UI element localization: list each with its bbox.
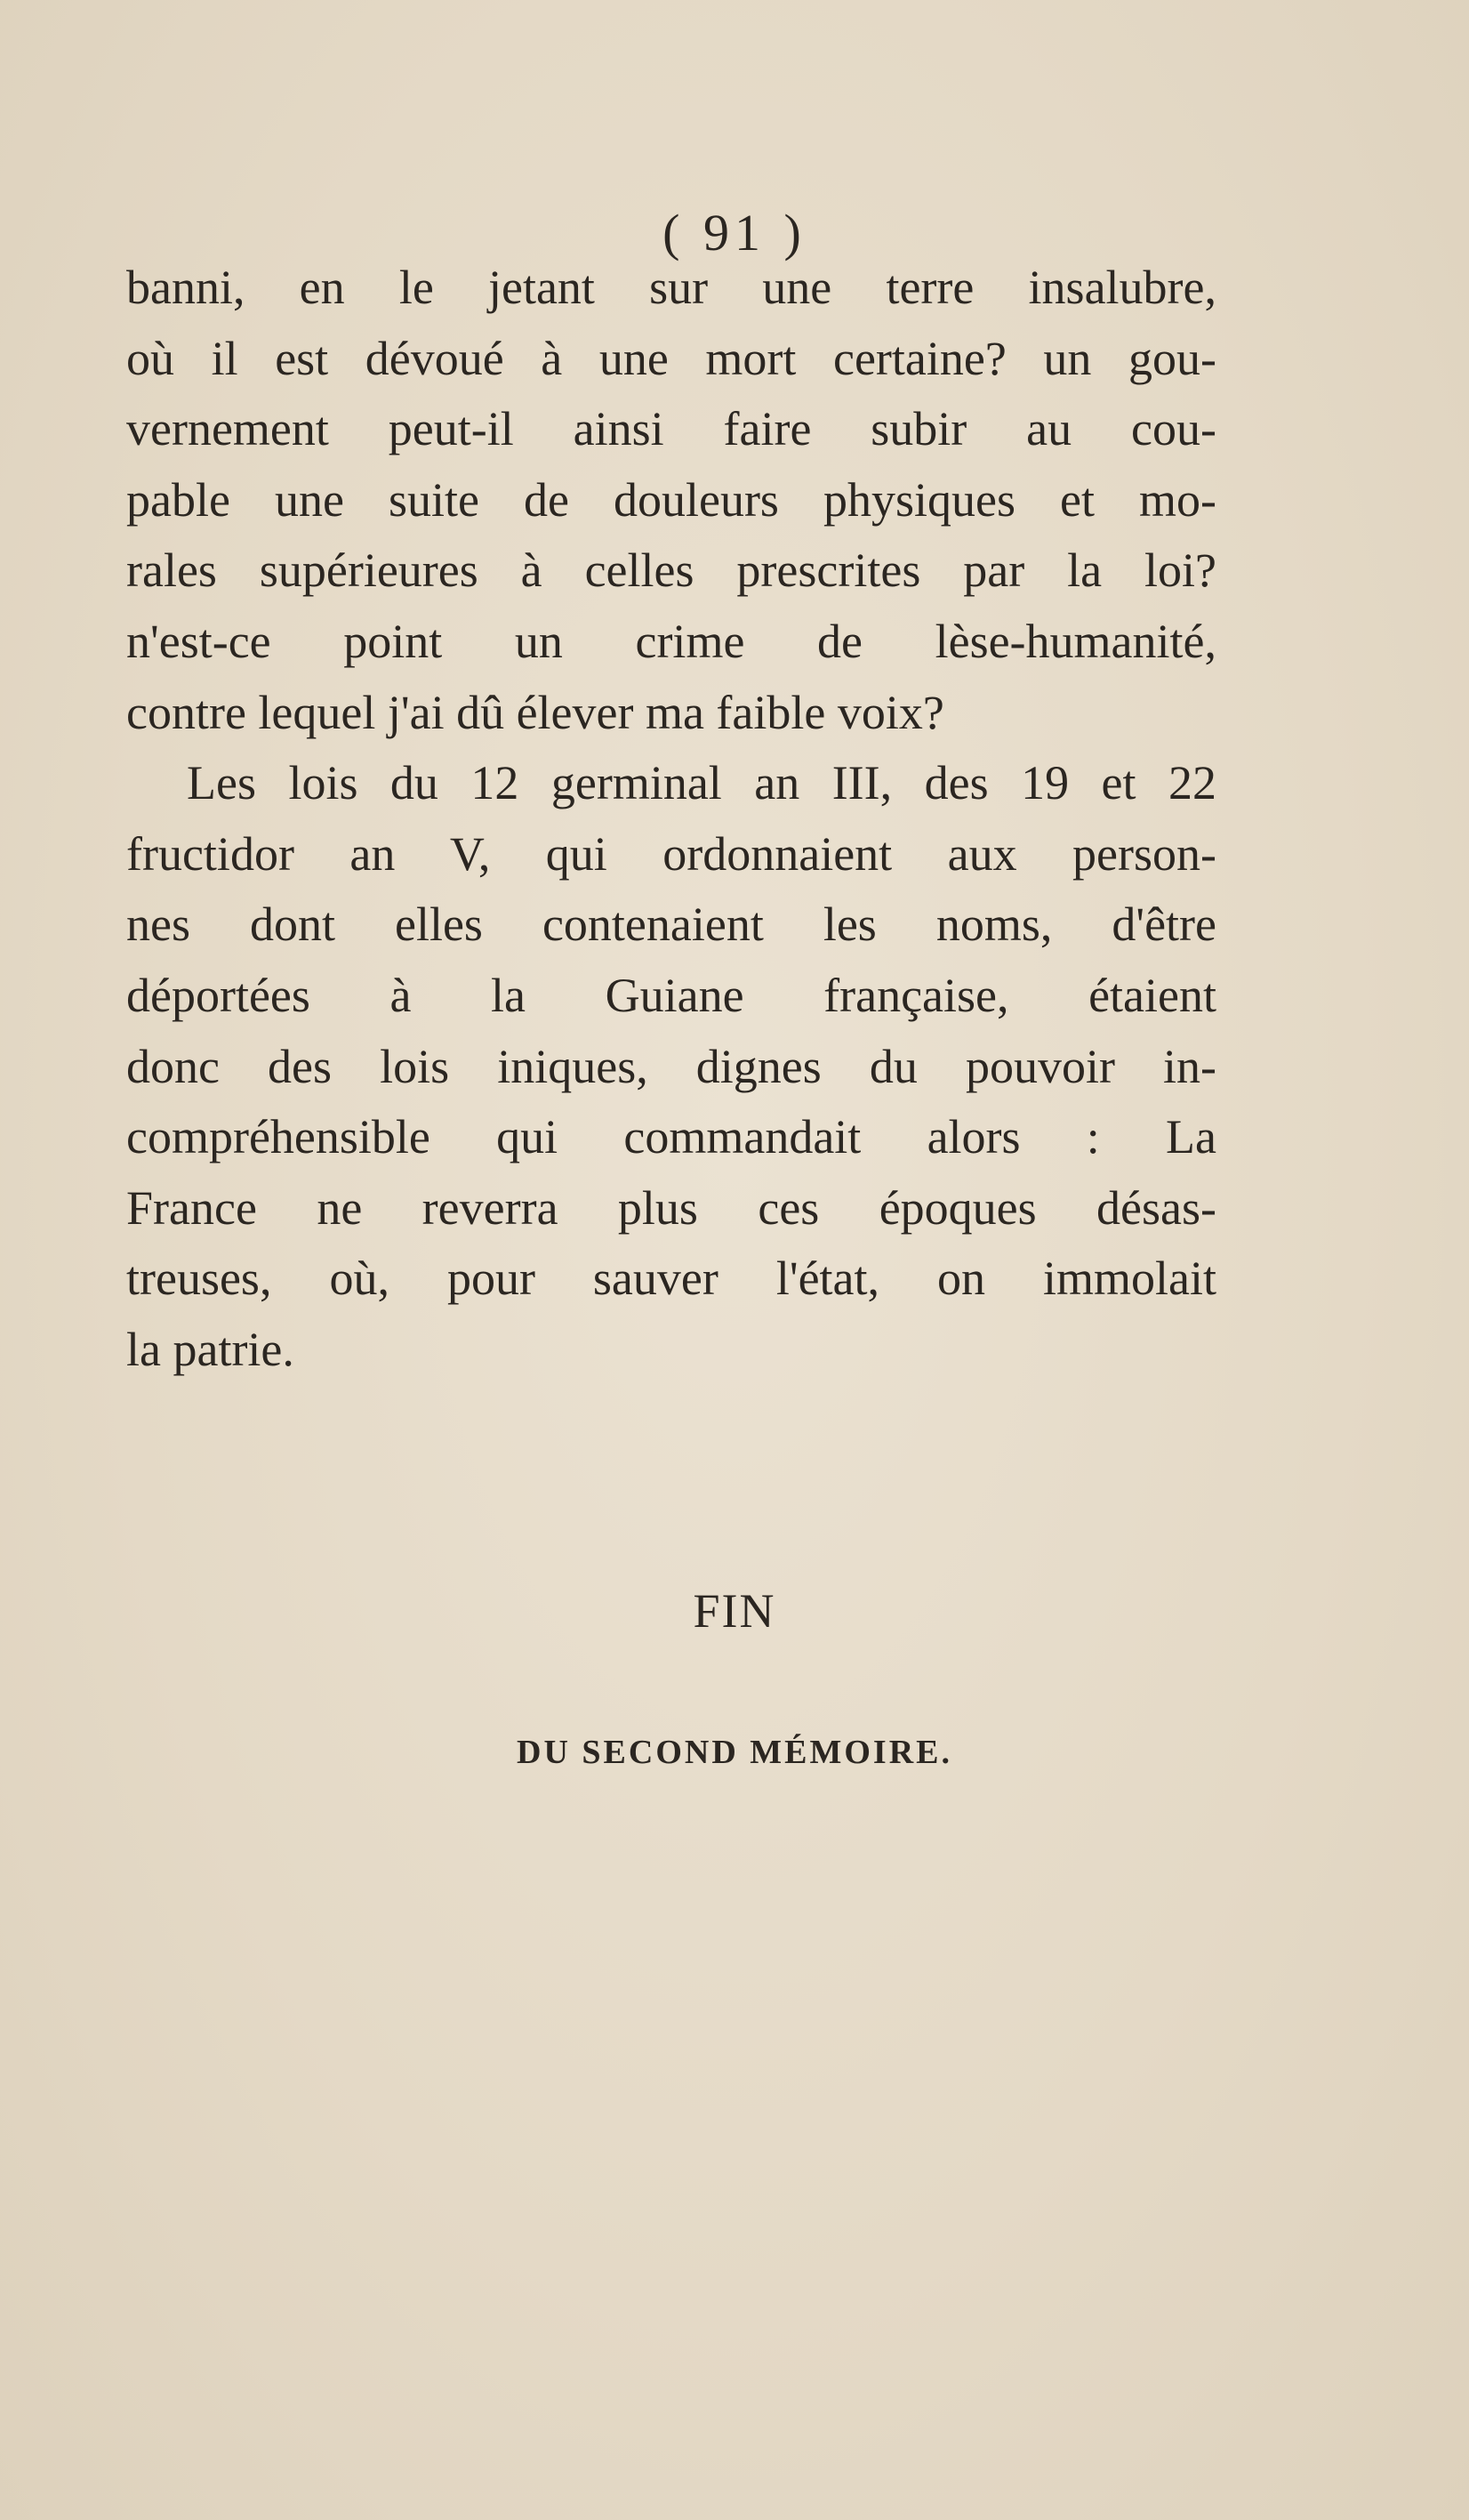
paragraph-start-line: Les lois du 12 germinal an III, des 19 et 22 [187, 756, 1216, 810]
end-subtitle: DU SECOND MÉMOIRE. [517, 1734, 952, 1771]
text-line: rales supérieures à celles prescrites par la loi? [126, 543, 1216, 598]
text-line: compréhensible qui commandait alors : La [126, 1110, 1216, 1164]
text-line: banni, en le jetant sur une terre insalubre, [126, 261, 1216, 314]
end-title: FIN [693, 1584, 776, 1638]
text-line: déportées à la Guiane française, étaient [126, 968, 1216, 1022]
text-line: où il est dévoué à une mort certaine? un gou- [126, 331, 1216, 385]
page-number: ( 91 ) [662, 204, 807, 262]
text-line: donc des lois iniques, dignes du pouvoir in- [126, 1039, 1216, 1093]
text-line: treuses, où, pour sauver l'état, on immolait [126, 1252, 1216, 1306]
text-line: vernement peut-il ainsi faire subir au cou- [126, 402, 1216, 456]
text-line: pable une suite de douleurs physiques et mo- [126, 472, 1216, 527]
text-line: France ne reverra plus ces époques désas- [126, 1180, 1216, 1235]
text-line: la patrie. [126, 1322, 294, 1376]
text-line: n'est-ce point un crime de lèse-humanité, [126, 614, 1216, 668]
body-text [126, 253, 1216, 1386]
text-line: fructidor an V, qui ordonnaient aux person- [126, 826, 1216, 881]
text-line: contre lequel j'ai dû élever ma faible voix? [126, 685, 944, 739]
text-line: nes dont elles contenaient les noms, d'être [126, 898, 1216, 952]
